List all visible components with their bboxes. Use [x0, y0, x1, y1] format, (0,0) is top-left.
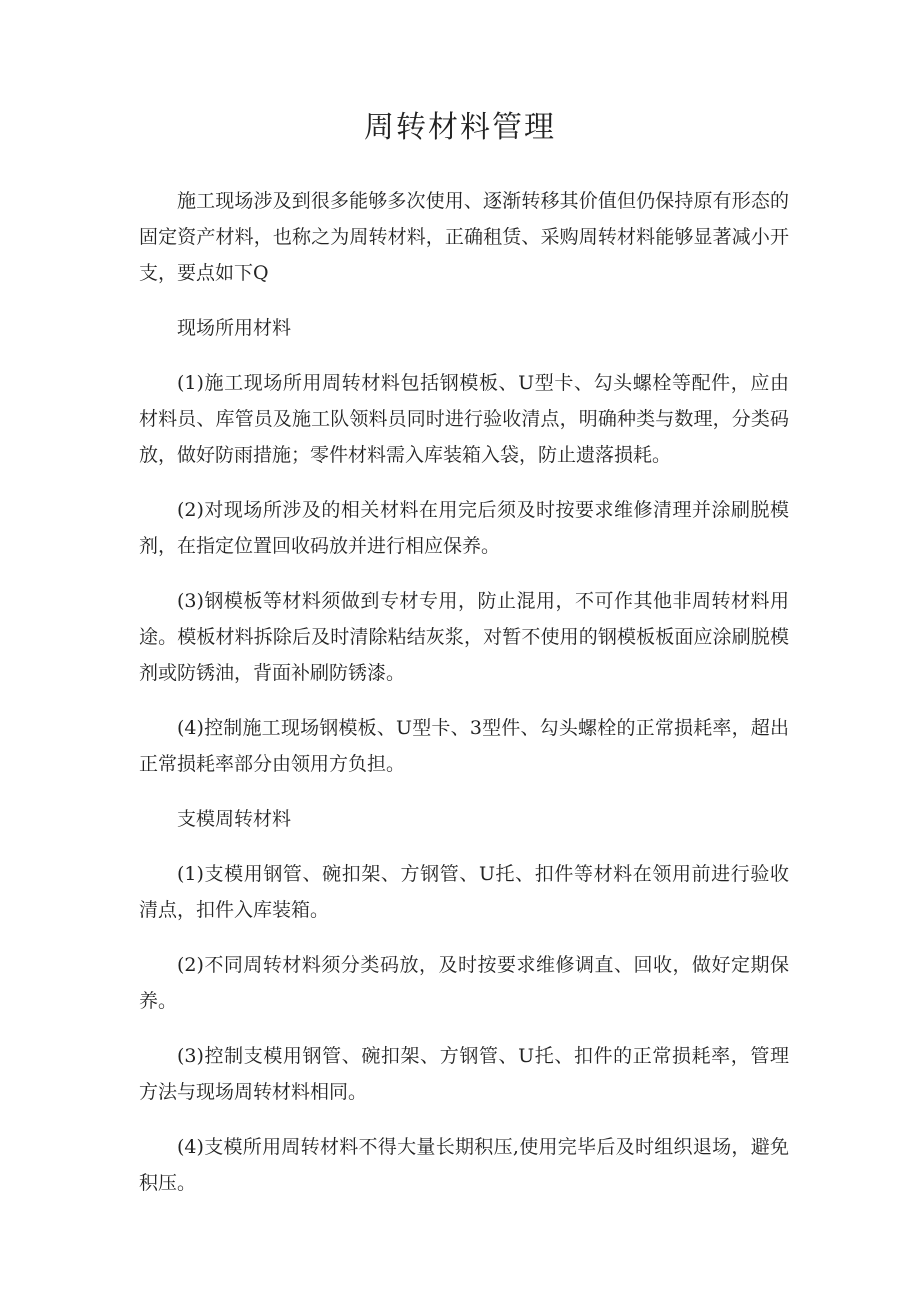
formwork-materials-item-2: (2)不同周转材料须分类码放，及时按要求维修调直、回收，做好定期保养。 [139, 954, 789, 1012]
site-materials-item-4: (4)控制施工现场钢模板、U型卡、3型件、勾头螺栓的正常损耗率，超出正常损耗率部分由领用方负担。 [139, 717, 789, 775]
section-heading-formwork-materials: 支模周转材料 [177, 808, 292, 830]
site-materials-item-1: (1)施工现场所用周转材料包括钢模板、U型卡、勾头螺栓等配件，应由材料员、库管员及施工队领料员同时进行验收清点，明确种类与数理，分类码放，做好防雨措施；零件材料需入库装箱入袋，防止遗落损耗。 [139, 372, 789, 466]
page-title: 周转材料管理 [364, 110, 556, 145]
intro-paragraph: 施工现场涉及到很多能够多次使用、逐渐转移其价值但仍保持原有形态的固定资产材料，也称之为周转材料，正确租赁、采购周转材料能够显著减小开支，要点如下Q [139, 190, 789, 284]
document-body [139, 183, 789, 1220]
section-heading-site-materials: 现场所用材料 [177, 317, 292, 339]
formwork-materials-item-1: (1)支模用钢管、碗扣架、方钢管、U托、扣件等材料在领用前进行验收清点，扣件入库装箱。 [139, 863, 789, 921]
site-materials-item-2: (2)对现场所涉及的相关材料在用完后须及时按要求维修清理并涂刷脱模剂，在指定位置回收码放并进行相应保养。 [139, 499, 789, 557]
formwork-materials-item-3: (3)控制支模用钢管、碗扣架、方钢管、U托、扣件的正常损耗率，管理方法与现场周转材料相同。 [139, 1045, 789, 1103]
site-materials-item-3: (3)钢模板等材料须做到专材专用，防止混用，不可作其他非周转材料用途。模板材料拆除后及时清除粘结灰浆，对暂不使用的钢模板板面应涂刷脱模剂或防锈油，背面补刷防锈漆。 [139, 590, 789, 684]
formwork-materials-item-4: (4)支模所用周转材料不得大量长期积压,使用完毕后及时组织退场，避免积压。 [139, 1136, 789, 1194]
